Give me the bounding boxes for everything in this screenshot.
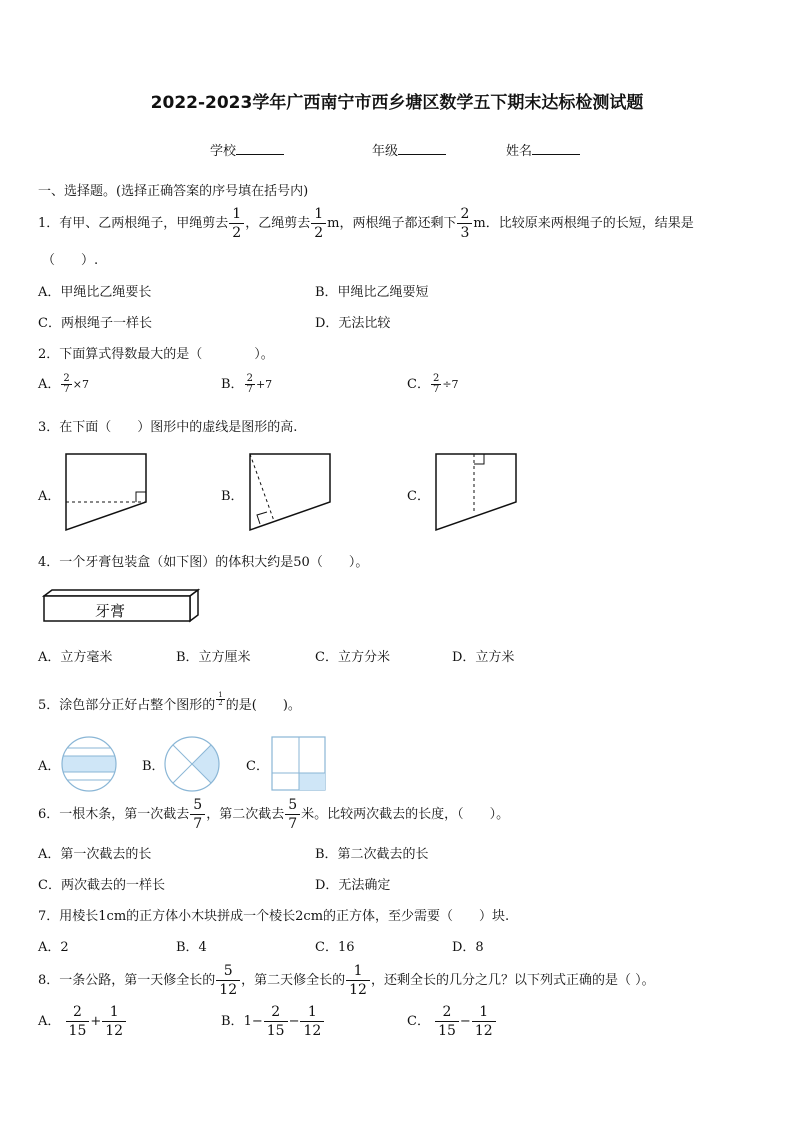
option-a: A．甲绳比乙绳要长 [38,285,152,300]
question-8-stem: 8．一条公路，第一天修全长的 $\frac{5}{12}$ ，第二天修全长的 $\frac{1}{12}$ ，还剩全长的几分之几？以下列式正确的是（ ）。 [38,963,655,998]
circle-stripe-figure [60,735,118,793]
name-field [506,140,580,159]
fraction: $\frac{1}{2}$ [229,207,244,240]
grade-label: 年级 [372,144,399,159]
fraction: $\frac{2}{3}$ [457,207,472,240]
option-c: C．两次截去的一样长 [38,878,165,893]
section-heading: 一、选择题。(选择正确答案的序号填在括号内) [38,184,309,199]
option-b-label: B． [221,489,244,504]
option-a-label: A． [38,489,61,504]
question-5-stem: 5．涂色部分正好占整个图形的 $\frac{1}{2}$ 的是( )。 [38,691,301,713]
option-a: A． $\frac{2}{7}$ ×7 [38,373,89,395]
option-b-label: B． [142,759,165,774]
school-field [210,140,284,159]
option-d: D．无法比较 [315,316,391,331]
option-a: A．立方毫米 [38,650,113,665]
option-c: C．两根绳子一样长 [38,316,152,331]
option-b: B．第二次截去的长 [315,847,429,862]
option-d: D．8 [452,940,484,955]
option-c-label: C． [407,489,430,504]
option-b: B． $\frac{2}{7}$ +7 [221,373,273,395]
name-label: 姓名 [506,144,533,159]
grade-blank [398,142,446,155]
trapezoid-figure-c [432,452,522,532]
trapezoid-figure-a [62,452,152,532]
fraction: $\frac{1}{2}$ [311,207,326,240]
school-label: 学校 [210,144,237,159]
option-c: C． $\frac{2}{15}$ − $\frac{1}{12}$ [407,1005,497,1038]
option-c-label: C． [246,759,269,774]
option-b: B．4 [176,940,207,955]
option-a: A．2 [38,940,69,955]
question-3-stem: 3．在下面（ ）图形中的虚线是图形的高. [38,420,298,435]
question-6-stem: 6．一根木条，第一次截去 $\frac{5}{7}$ ，第二次截去 $\frac{5}{7}$ 米。比较两次截去的长度，（ ）。 [38,797,510,832]
option-c: C． $\frac{2}{7}$ ÷7 [407,373,459,395]
square-grid-figure [270,735,328,793]
circle-sector-figure [163,735,221,793]
option-c: C．16 [315,940,355,955]
option-b: B．甲绳比乙绳要短 [315,285,429,300]
name-blank [532,142,580,155]
trapezoid-figure-b [246,452,336,532]
question-4-stem: 4．一个牙膏包装盒（如下图）的体积大约是50（ ）。 [38,555,369,570]
question-1-answer-blank: （ ）. [42,253,99,268]
grade-field [372,140,446,159]
option-a-label: A． [38,759,61,774]
option-d: D．立方米 [452,650,515,665]
option-b: B．立方厘米 [176,650,251,665]
option-a: A．第一次截去的长 [38,847,152,862]
option-b: B．1− $\frac{2}{15}$ − $\frac{1}{12}$ [221,1005,325,1038]
box-label: 牙膏 [95,602,126,620]
question-1-stem: 1．有甲、乙两根绳子，甲绳剪去 $\frac{1}{2}$ ，乙绳剪去 $\frac{1}{2}$ m，两根绳子都还剩下 $\frac{2}{3}$ m．比较原来两根绳子的长短，结果是 [38,206,694,241]
page-title: 2022-2023学年广西南宁市西乡塘区数学五下期末达标检测试题 [150,93,644,113]
question-2-stem: 2．下面算式得数最大的是（ ）。 [38,347,274,362]
option-c: C．立方分米 [315,650,390,665]
option-a: A． $\frac{2}{15}$ + $\frac{1}{12}$ [38,1005,127,1038]
school-blank [236,142,284,155]
question-7-stem: 7．用棱长1cm的正方体小木块拼成一个棱长2cm的正方体，至少需要（ ）块. [38,909,510,924]
option-d: D．无法确定 [315,878,391,893]
